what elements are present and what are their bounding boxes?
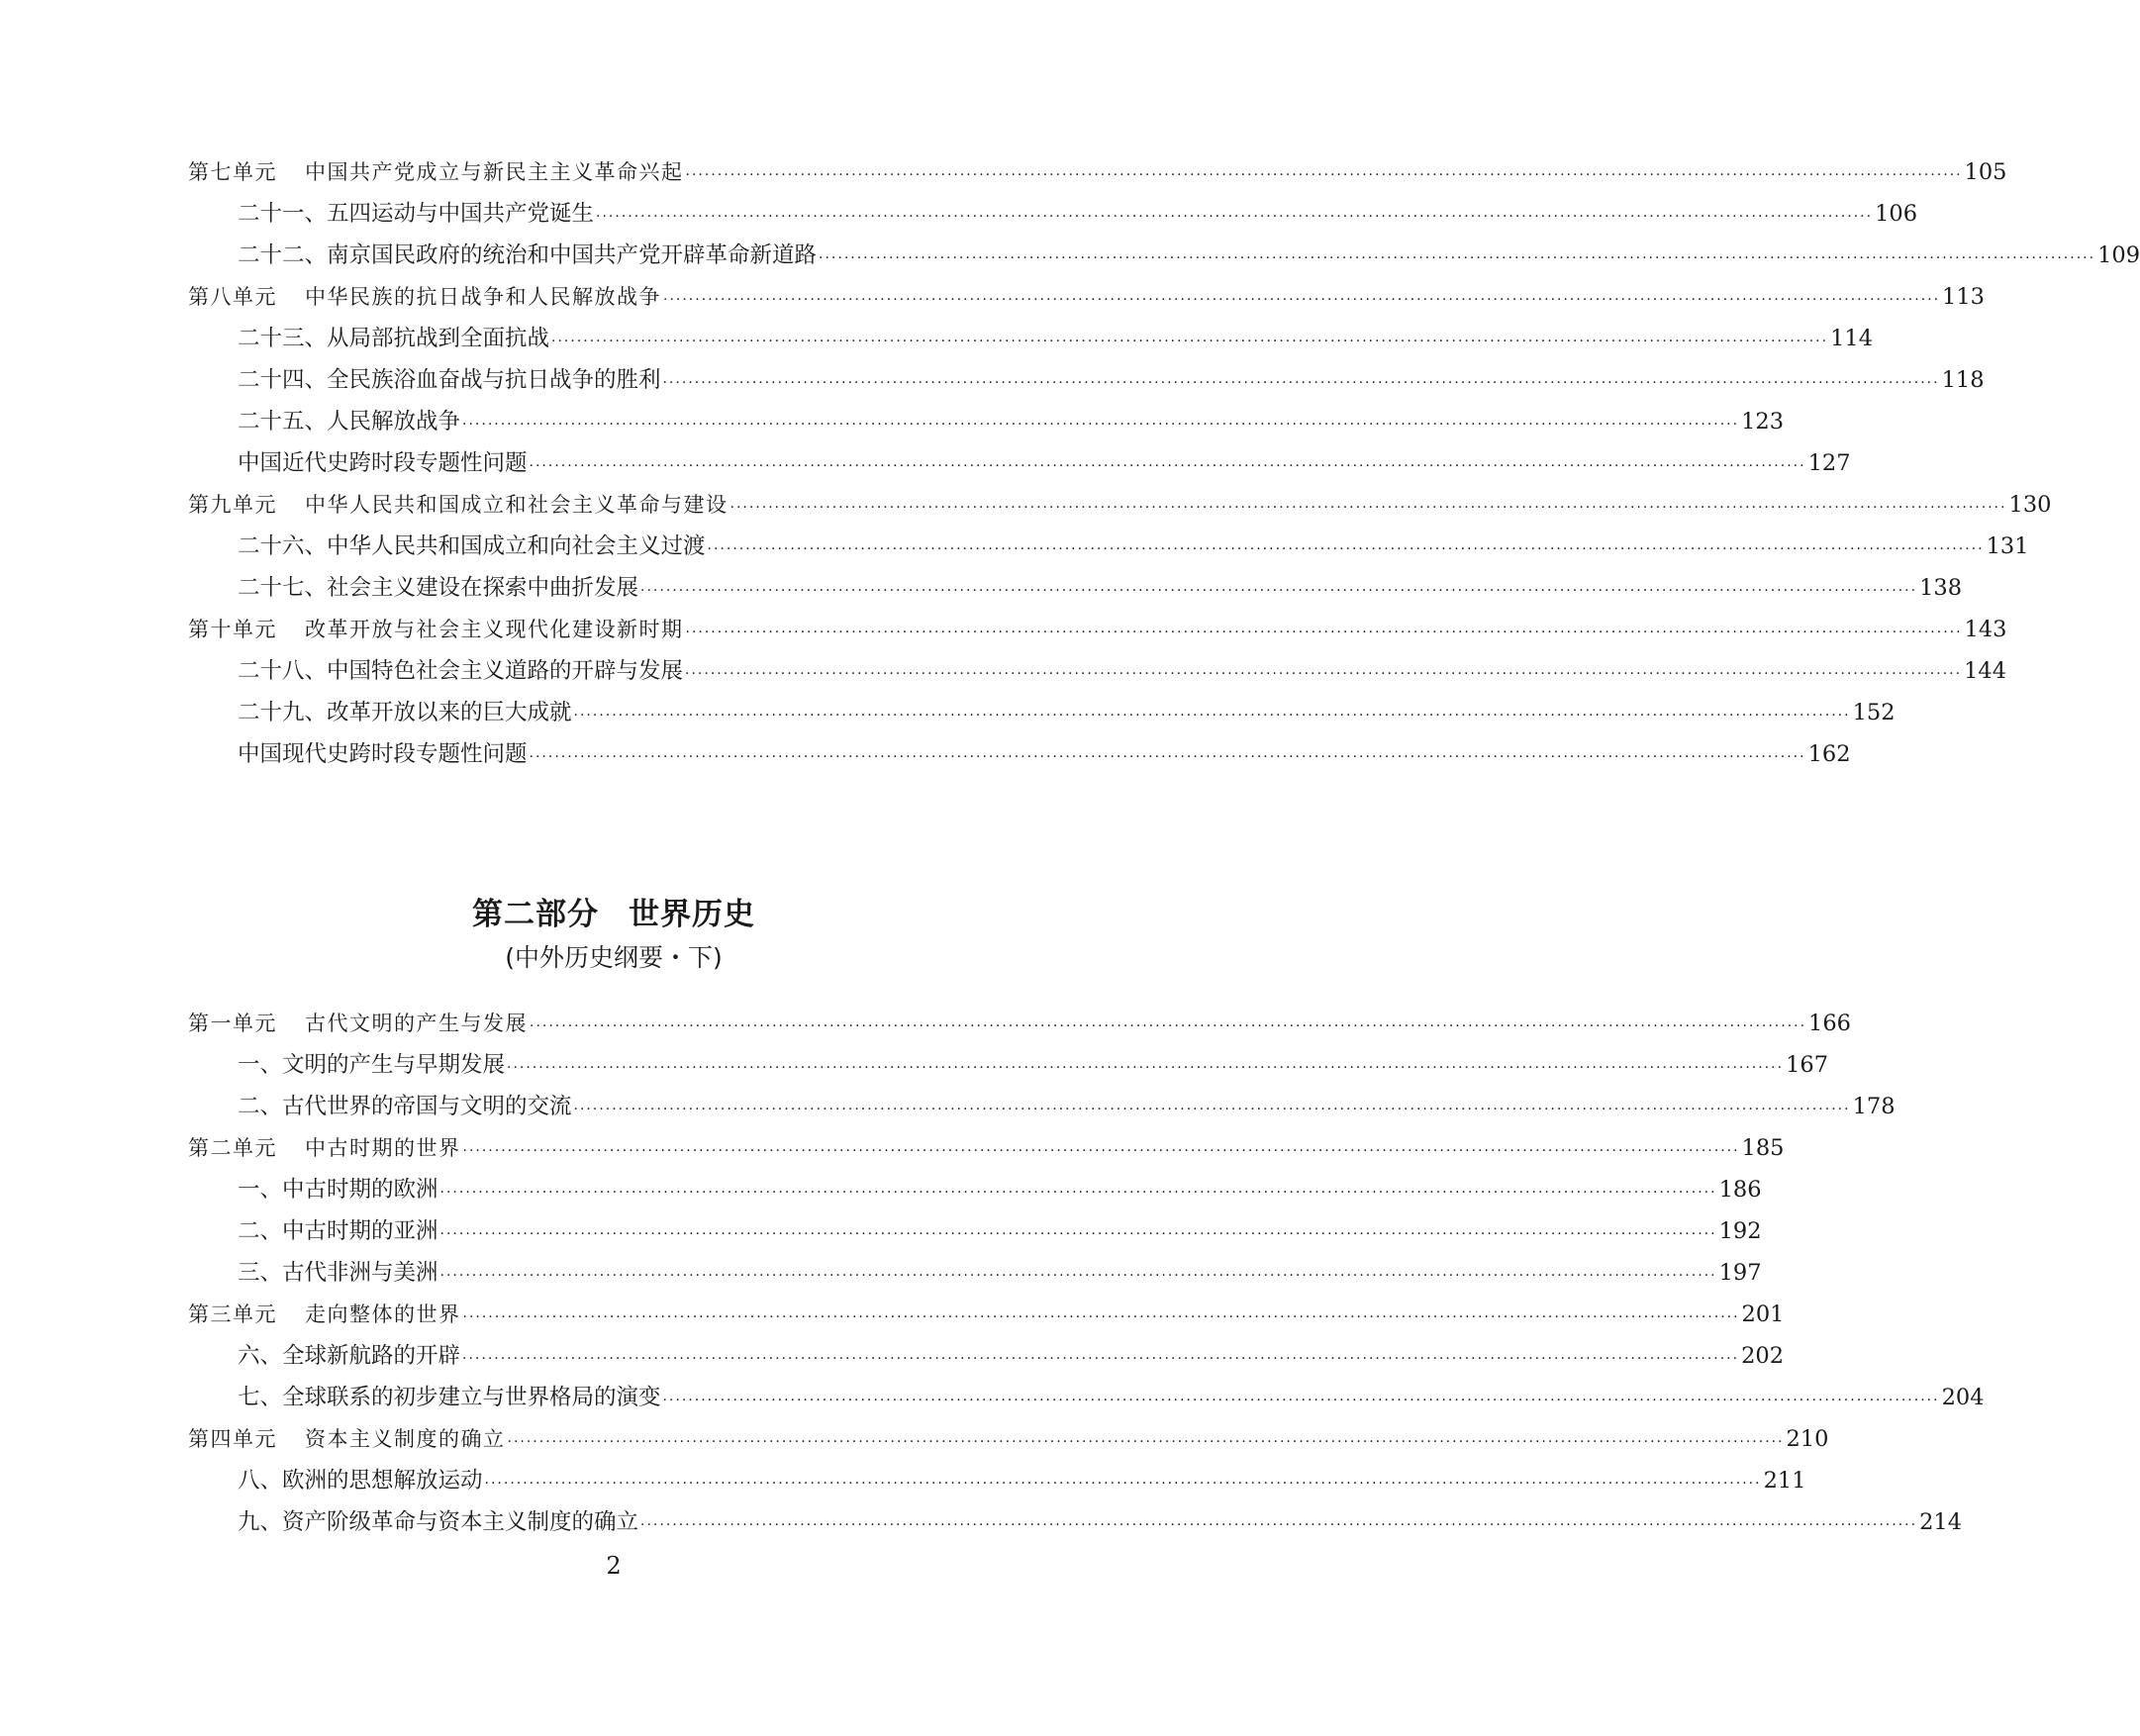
toc-item-entry[interactable] (188, 235, 2140, 276)
toc-leader-dots: ········································································································································································································ (439, 1226, 1717, 1242)
toc-page-number: 192 (1718, 1218, 1762, 1244)
toc-item-entry[interactable] (188, 1377, 1985, 1418)
toc-entry-label (238, 1169, 438, 1210)
toc-item-entry[interactable] (188, 193, 1918, 235)
toc-section-world-history (188, 1003, 1985, 1543)
toc-page-number: 197 (1718, 1260, 1762, 1286)
toc-leader-dots: ········································································································································································································ (551, 334, 1829, 349)
toc-entry-title: 二十四、全民族浴血奋战与抗日战争的胜利 (238, 367, 661, 393)
toc-entry-title: 中古时期的世界 (305, 1136, 461, 1160)
toc-leader-dots: ········································································································································································································ (640, 583, 1918, 599)
toc-item-entry[interactable] (188, 401, 1785, 442)
toc-unit-number: 第二单元 (188, 1136, 277, 1160)
toc-page-number: 167 (1786, 1052, 1829, 1078)
part-title (0, 889, 1227, 933)
toc-page-number: 152 (1852, 700, 1896, 725)
toc-leader-dots: ········································································································································································································ (662, 375, 1940, 391)
toc-section-chinese-history (188, 151, 2140, 775)
toc-page-number: 118 (1941, 367, 1985, 393)
toc-item-entry[interactable] (188, 567, 1963, 609)
toc-unit-entry[interactable] (188, 1003, 1851, 1044)
toc-unit-entry[interactable] (188, 1294, 1785, 1335)
toc-item-entry[interactable] (188, 526, 2029, 567)
toc-item-entry[interactable] (188, 1252, 1762, 1294)
toc-entry-label (238, 526, 706, 567)
toc-page-number: 178 (1852, 1094, 1896, 1119)
toc-page-number: 138 (1919, 575, 1963, 601)
toc-leader-dots: ········································································································································································································ (573, 708, 1851, 723)
toc-entry-title: 一、中古时期的欧洲 (238, 1177, 438, 1203)
toc-entry-title: 二、中古时期的亚洲 (238, 1218, 438, 1244)
toc-entry-title: 二十八、中国特色社会主义道路的开辟与发展 (238, 658, 684, 684)
toc-entry-label (238, 235, 817, 276)
toc-leader-dots: ········································································································································································································ (663, 292, 1941, 308)
toc-leader-dots: ········································································································································································································ (819, 250, 2096, 266)
toc-entry-title: 六、全球新航路的开辟 (238, 1343, 461, 1369)
toc-entry-title: 二十二、南京国民政府的统治和中国共产党开辟革命新道路 (238, 242, 818, 268)
toc-entry-label (238, 359, 661, 401)
toc-entry-label (238, 1044, 505, 1086)
toc-page-number: 127 (1807, 450, 1851, 476)
toc-leader-dots: ········································································································································································································ (484, 1476, 1762, 1492)
toc-entry-label (238, 1210, 438, 1252)
toc-unit-entry[interactable] (188, 609, 2007, 650)
toc-item-entry[interactable] (188, 318, 1874, 359)
toc-leader-dots: ········································································································································································································ (507, 1434, 1785, 1450)
toc-entry-label (188, 609, 684, 650)
toc-page-number: 114 (1830, 326, 1874, 351)
toc-page-number: 214 (1919, 1509, 1963, 1535)
toc-unit-number: 第八单元 (188, 285, 277, 309)
toc-page-number: 210 (1786, 1426, 1829, 1452)
toc-entry-label (238, 692, 572, 733)
toc-entry-title: 古代文明的产生与发展 (305, 1012, 528, 1035)
toc-entry-title: 九、资产阶级革命与资本主义制度的确立 (238, 1509, 639, 1535)
toc-entry-label (238, 1501, 638, 1543)
toc-item-entry[interactable] (188, 650, 2007, 692)
toc-entry-title: 中华民族的抗日战争和人民解放战争 (305, 285, 661, 309)
toc-entry-label (238, 442, 528, 484)
toc-entry-title: 一、文明的产生与早期发展 (238, 1052, 506, 1078)
toc-item-entry[interactable] (188, 733, 1851, 775)
toc-entry-label (188, 484, 729, 526)
toc-page-number: 202 (1741, 1343, 1785, 1369)
toc-entry-label (188, 276, 661, 318)
toc-entry-label (238, 567, 638, 609)
toc-entry-title: 二十五、人民解放战争 (238, 409, 461, 434)
toc-leader-dots: ········································································································································································································ (529, 458, 1806, 474)
toc-entry-title: 资本主义制度的确立 (305, 1427, 506, 1451)
toc-item-entry[interactable] (188, 1086, 1896, 1127)
toc-unit-entry[interactable] (188, 276, 1985, 318)
toc-unit-number: 第四单元 (188, 1427, 277, 1451)
toc-entry-title: 走向整体的世界 (305, 1302, 461, 1326)
toc-page-number: 131 (1986, 533, 2029, 559)
toc-leader-dots: ········································································································································································································ (730, 500, 2007, 516)
toc-item-entry[interactable] (188, 359, 1985, 401)
toc-page-number: 123 (1741, 409, 1785, 434)
toc-unit-entry[interactable] (188, 1418, 1829, 1460)
page-number: 2 (606, 1552, 622, 1580)
toc-leader-dots: ········································································································································································································ (573, 1102, 1851, 1117)
toc-page-number: 185 (1741, 1135, 1785, 1161)
toc-entry-label (238, 401, 460, 442)
toc-entry-label (238, 1086, 572, 1127)
toc-leader-dots: ········································································································································································································ (462, 1351, 1740, 1367)
toc-unit-number: 第一单元 (188, 1012, 277, 1035)
toc-page-number: 113 (1942, 284, 1985, 310)
toc-entry-title: 八、欧洲的思想解放运动 (238, 1468, 483, 1494)
toc-entry-label (238, 318, 549, 359)
toc-entry-label (238, 650, 683, 692)
toc-entry-title: 中华人民共和国成立和社会主义革命与建设 (305, 493, 729, 517)
toc-page-number: 204 (1941, 1385, 1985, 1410)
toc-entry-label (238, 1460, 483, 1501)
toc-entry-title: 七、全球联系的初步建立与世界格局的演变 (238, 1385, 661, 1410)
toc-leader-dots: ········································································································································································································ (507, 1060, 1785, 1076)
toc-entry-label (238, 1335, 460, 1377)
toc-entry-title: 中国近代史跨时段专题性问题 (238, 450, 528, 476)
toc-leader-dots: ········································································································································································································ (685, 666, 1963, 682)
part-title-name: 世界历史 (629, 897, 755, 932)
toc-leader-dots: ········································································································································································································ (439, 1268, 1717, 1284)
toc-entry-title: 二十六、中华人民共和国成立和向社会主义过渡 (238, 533, 706, 559)
toc-page-number: 162 (1807, 741, 1851, 767)
toc-page-number: 130 (2008, 492, 2052, 518)
part-title-number: 第二部分 (472, 897, 599, 932)
toc-entry-label (238, 1377, 661, 1418)
toc-entry-title: 二十一、五四运动与中国共产党诞生 (238, 201, 595, 227)
toc-entry-label (188, 1003, 528, 1044)
toc-entry-title: 改革开放与社会主义现代化建设新时期 (305, 618, 684, 641)
toc-leader-dots: ········································································································································································································ (462, 417, 1740, 433)
toc-page-number: 143 (1964, 617, 2007, 642)
toc-entry-label (238, 733, 528, 775)
toc-leader-dots: ········································································································································································································ (685, 625, 1963, 640)
toc-item-entry[interactable] (188, 1210, 1762, 1252)
toc-item-entry[interactable] (188, 1460, 1806, 1501)
toc-item-entry[interactable] (188, 1335, 1785, 1377)
toc-entry-label (188, 1418, 506, 1460)
toc-item-entry[interactable] (188, 442, 1851, 484)
toc-leader-dots: ········································································································································································································ (596, 209, 1874, 225)
toc-entry-title: 三、古代非洲与美洲 (238, 1260, 438, 1286)
toc-leader-dots: ········································································································································································································ (439, 1185, 1717, 1201)
toc-item-entry[interactable] (188, 1169, 1762, 1210)
toc-entry-label (188, 1127, 461, 1169)
toc-entry-title: 二十七、社会主义建设在探索中曲折发展 (238, 575, 639, 601)
toc-unit-number: 第十单元 (188, 618, 277, 641)
toc-page-number: 106 (1875, 201, 1918, 227)
toc-leader-dots: ········································································································································································································ (462, 1309, 1740, 1325)
toc-item-entry[interactable] (188, 692, 1896, 733)
toc-page-number: 144 (1964, 658, 2007, 684)
toc-entry-title: 中国共产党成立与新民主主义革命兴起 (305, 160, 684, 184)
toc-entry-label (238, 193, 594, 235)
toc-unit-number: 第三单元 (188, 1302, 277, 1326)
toc-entry-title: 二十九、改革开放以来的巨大成就 (238, 700, 572, 725)
toc-entry-label (188, 1294, 461, 1335)
toc-leader-dots: ········································································································································································································ (707, 541, 1985, 557)
toc-leader-dots: ········································································································································································································ (662, 1393, 1940, 1408)
toc-unit-number: 第九单元 (188, 493, 277, 517)
toc-page-number: 186 (1718, 1177, 1762, 1203)
toc-unit-entry[interactable] (188, 1127, 1785, 1169)
part-subtitle: (中外历史纲要・下) (505, 943, 723, 972)
toc-entry-title: 二十三、从局部抗战到全面抗战 (238, 326, 550, 351)
toc-unit-entry[interactable] (188, 484, 2052, 526)
toc-leader-dots: ········································································································································································································ (530, 1018, 1807, 1034)
toc-leader-dots: ········································································································································································································ (529, 749, 1806, 765)
toc-leader-dots: ········································································································································································································ (640, 1517, 1918, 1533)
toc-entry-title: 二、古代世界的帝国与文明的交流 (238, 1094, 572, 1119)
toc-page-number: 211 (1763, 1468, 1806, 1494)
toc-leader-dots: ········································································································································································································ (685, 167, 1963, 183)
toc-page-number: 201 (1741, 1302, 1785, 1327)
toc-page-number: 105 (1964, 159, 2007, 185)
toc-page-number: 166 (1808, 1011, 1851, 1036)
toc-entry-label (238, 1252, 438, 1294)
toc-item-entry[interactable] (188, 1501, 1963, 1543)
toc-entry-label (188, 151, 684, 193)
toc-page-number: 109 (2097, 242, 2140, 268)
toc-unit-entry[interactable] (188, 151, 2007, 193)
toc-entry-title: 中国现代史跨时段专题性问题 (238, 741, 528, 767)
toc-item-entry[interactable] (188, 1044, 1829, 1086)
toc-unit-number: 第七单元 (188, 160, 277, 184)
toc-leader-dots: ········································································································································································································ (462, 1143, 1740, 1159)
